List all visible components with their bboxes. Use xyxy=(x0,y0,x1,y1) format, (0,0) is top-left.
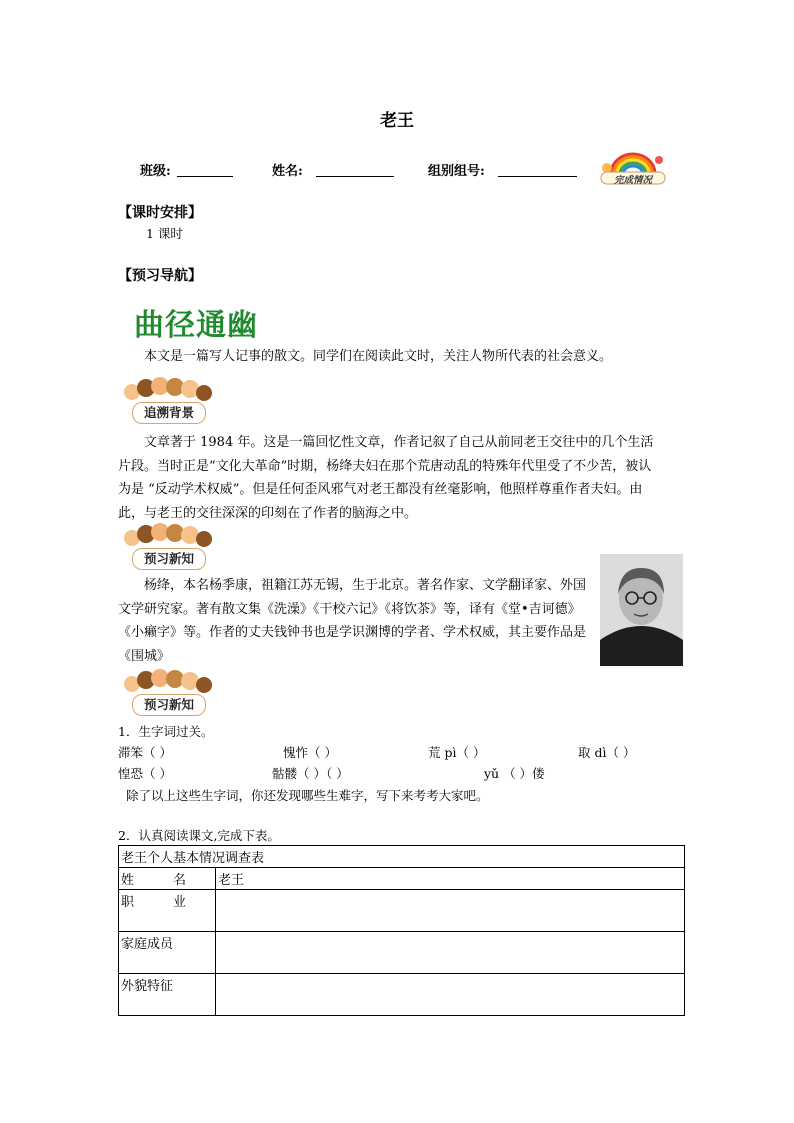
vocab-item: 骷髅（ ）（ ） xyxy=(272,766,349,781)
group-label: 组别组号: xyxy=(428,164,485,179)
vocab-item: 惶恐（ ） xyxy=(118,766,172,781)
table-row-label: 姓 名 xyxy=(119,868,216,890)
vocab-item: 滞笨（ ） xyxy=(118,745,172,760)
vocab-item: yǔ （ ）偻 xyxy=(484,766,545,781)
survey-table xyxy=(118,845,685,1016)
author-banner-label: 预习新知 xyxy=(132,548,206,570)
table-row xyxy=(119,890,685,932)
author-photo xyxy=(600,554,683,666)
vocab-item: 愧怍（ ） xyxy=(283,745,337,760)
page-title: 老王 xyxy=(380,111,414,131)
vocab-item: 取 dì（ ） xyxy=(578,745,636,760)
badge-text: 完成情况 xyxy=(613,175,652,186)
completion-badge xyxy=(597,148,669,186)
author-text: 杨绛，本名杨季康，祖籍江苏无锡，生于北京。著名作家、文学翻译家、外国文学研究家。著有散文集《洗澡》《干校六记》《将饮茶》等，译有《堂•吉诃德》《小癞字》等。作者的丈夫钱钟书也是学识渊博的学者、学术权威，其主要作品是《围城》 xyxy=(118,578,587,664)
question-1: 1．生字词过关。 xyxy=(118,724,214,739)
author-banner xyxy=(120,522,220,572)
group-field[interactable] xyxy=(498,162,577,177)
class-label: 班级: xyxy=(140,164,171,179)
schedule-heading: 【课时安排】 xyxy=(118,205,202,221)
table-row xyxy=(119,932,685,974)
schedule-value: 1 课时 xyxy=(146,226,183,241)
background-text: 文章著于 1984 年。这是一篇回忆性文章，作者记叙了自己从前同老王交往中的几个生活片段。当时正是“文化大革命”时期，杨绛夫妇在那个荒唐动乱的特殊年代里受了不少苦，被认为是 “反动学术权威”。但是任何歪风邪气对老王都没有丝毫影响，他照样尊重作者夫妇。由此，与老王的交往深深的印刻在了作者的脑海之中。 xyxy=(118,435,654,521)
exercise-banner-label: 预习新知 xyxy=(132,694,206,716)
table-caption: 老王个人基本情况调查表 xyxy=(119,846,685,868)
table-row-label: 家庭成员 xyxy=(119,932,216,974)
preview-intro: 本文是一篇写人记事的散文。同学们在阅读此文时，关注人物所代表的社会意义。 xyxy=(144,349,613,364)
table-row-label: 职 业 xyxy=(119,890,216,932)
table-row-value[interactable] xyxy=(216,974,685,1016)
preview-big-title: 曲径通幽 xyxy=(134,308,258,343)
background-banner xyxy=(120,376,220,426)
preview-heading: 【预习导航】 xyxy=(118,268,202,284)
table-row-value: 老王 xyxy=(216,868,685,890)
extra-prompt: 除了以上这些生字词，你还发现哪些生难字，写下来考考大家吧。 xyxy=(126,788,489,803)
table-row xyxy=(119,868,685,890)
exercise-banner xyxy=(120,668,220,718)
background-banner-label: 追溯背景 xyxy=(132,402,206,424)
name-label: 姓名: xyxy=(272,164,303,179)
question-2: 2．认真阅读课文,完成下表。 xyxy=(118,828,280,843)
table-row-label: 外貌特征 xyxy=(119,974,216,1016)
table-row xyxy=(119,974,685,1016)
table-row-value[interactable] xyxy=(216,932,685,974)
table-row-value[interactable] xyxy=(216,890,685,932)
vocab-item: 荒 pì（ ） xyxy=(428,745,486,760)
class-field[interactable] xyxy=(177,162,233,177)
name-field[interactable] xyxy=(316,162,394,177)
